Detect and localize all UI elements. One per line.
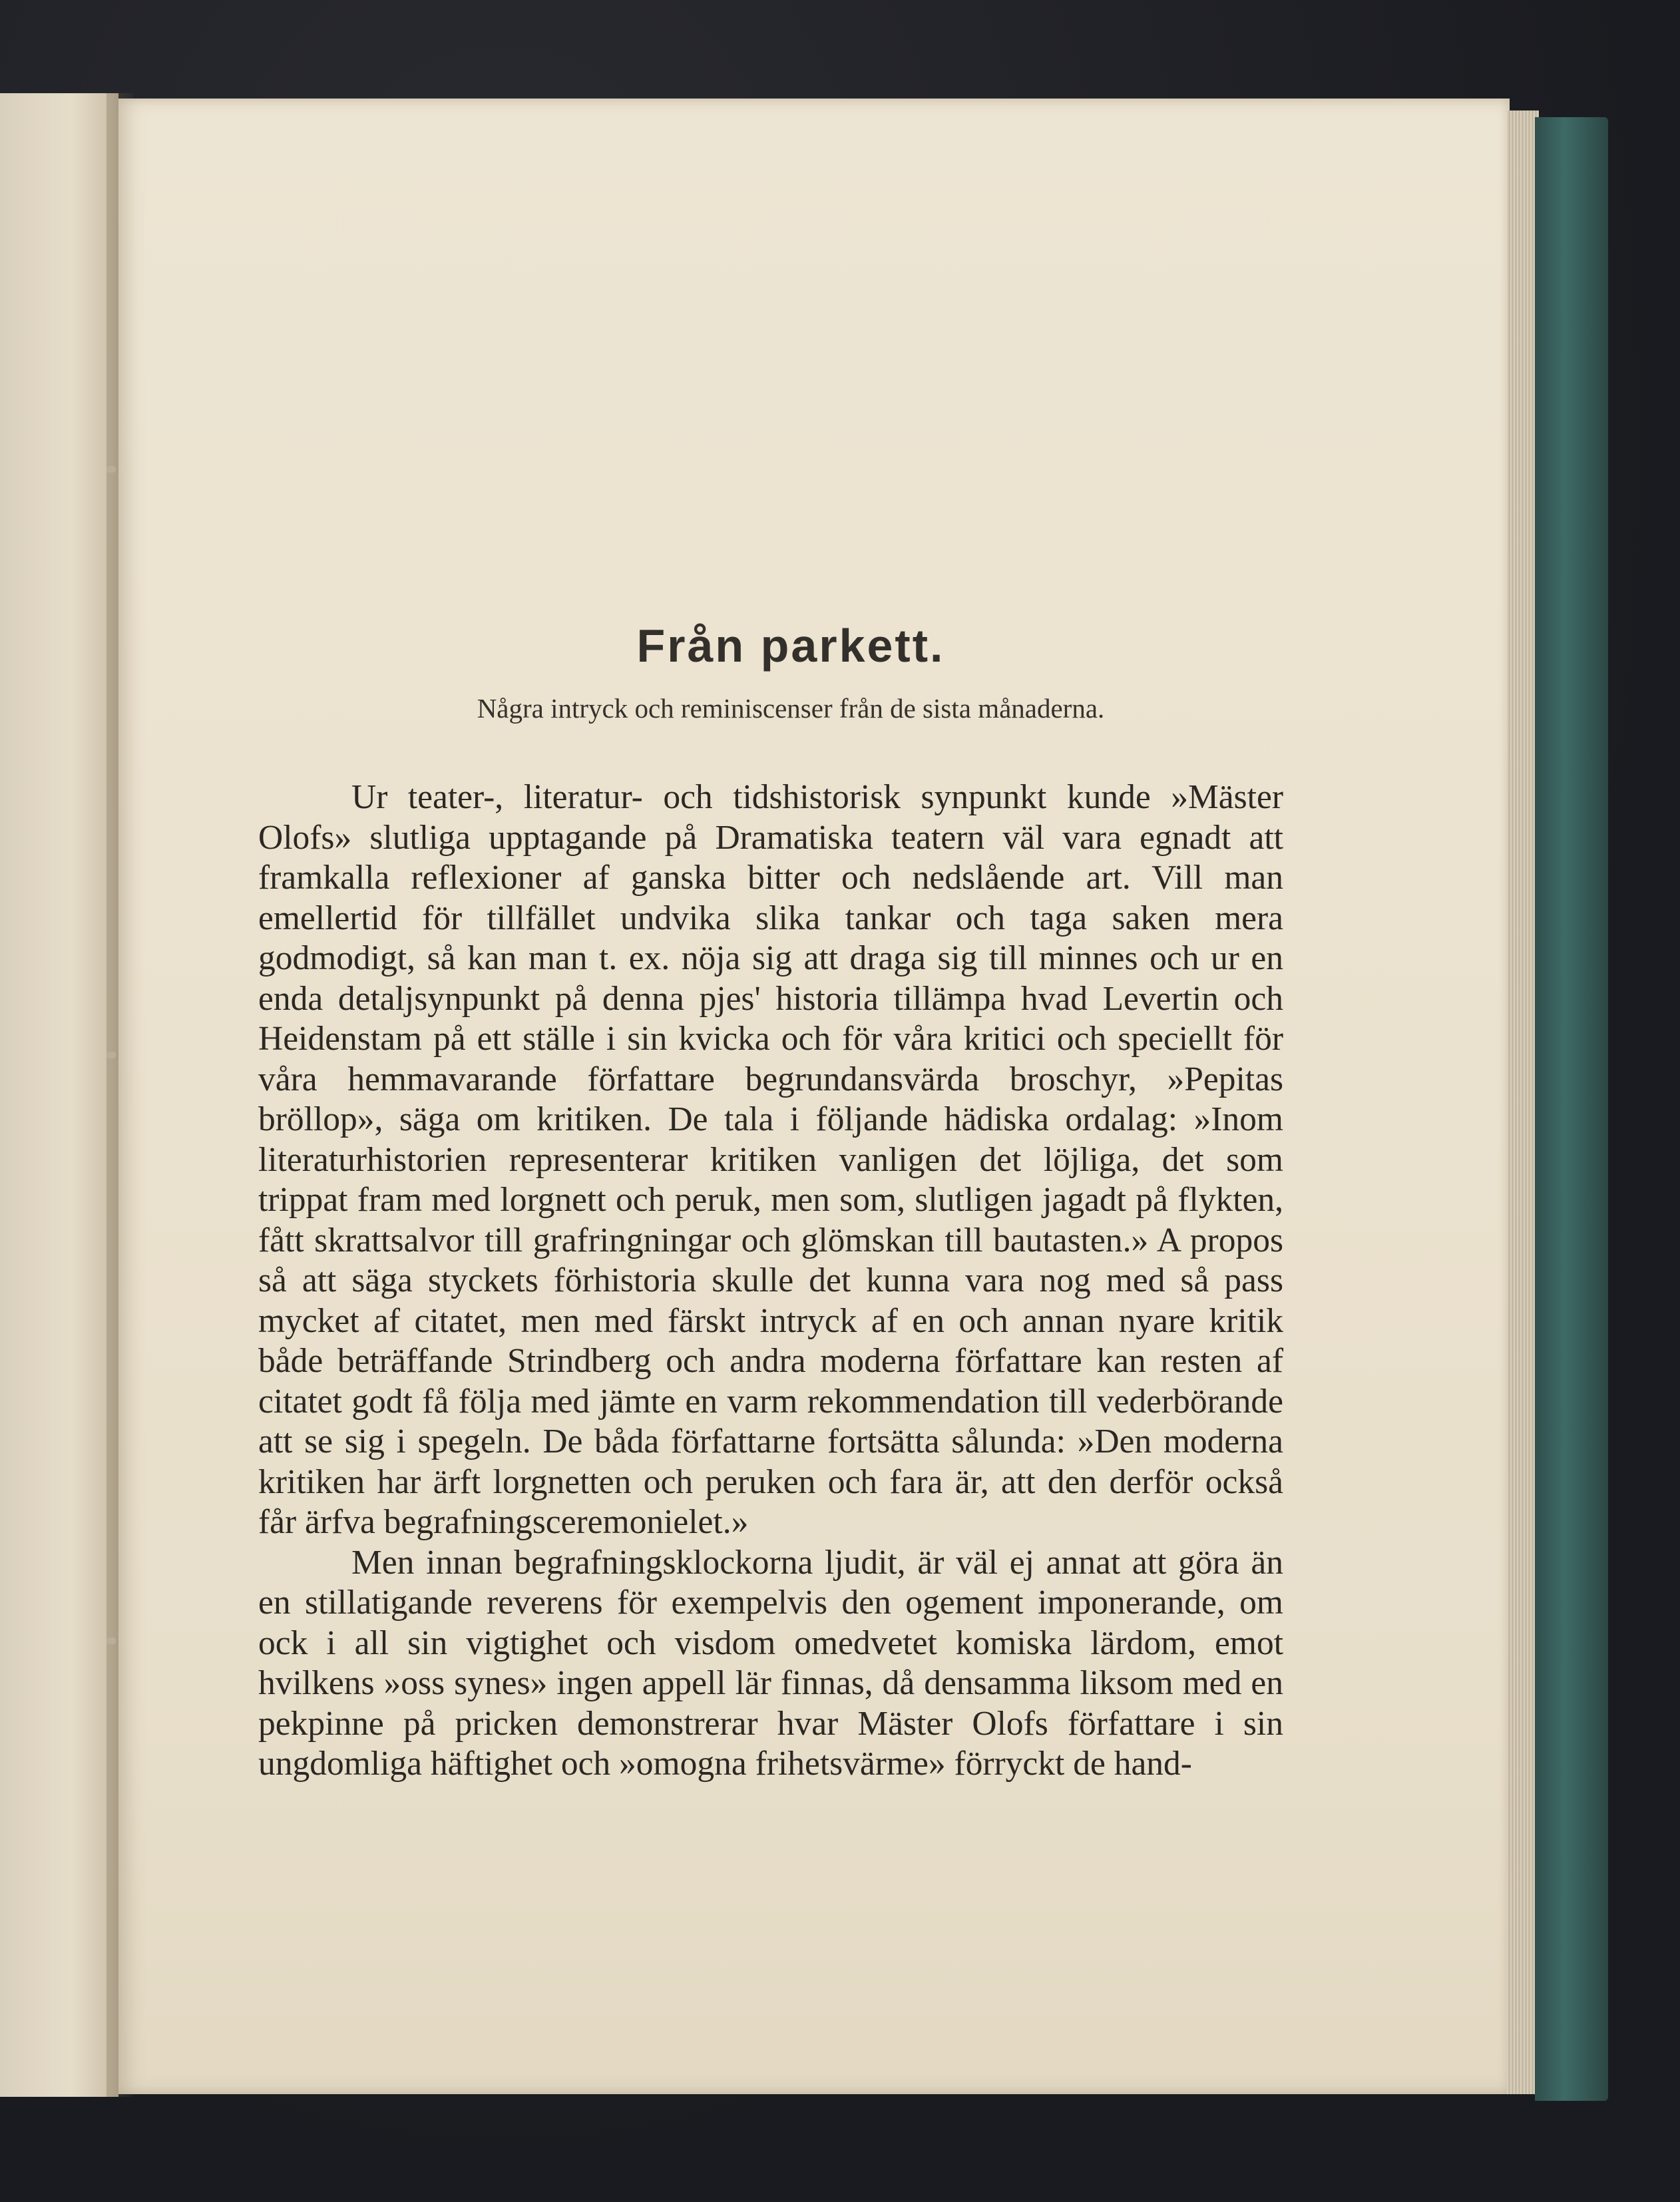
article-title: Från parkett. xyxy=(636,620,945,672)
page-content xyxy=(258,619,1283,1785)
article-subtitle: Några intryck och reminiscenser från de sista månaderna. xyxy=(477,693,1105,724)
page-block-edge xyxy=(1507,110,1539,2094)
paragraph: Men innan begrafningsklockorna ljudit, är väl ej annat att göra än en stillatigande reverens för exempelvis den ogement imponerande, om ock i all sin vigtighet och visdom omedvetet komiska lärdom, emot hvilkens »oss synes» ingen appell lär finnas, då densamma liksom med en pekpinne på pricken demonstrerar hvar Mäster Olofs författare i sin ungdomliga häftighet och »omogna frihetsvärme» förryckt de hand- xyxy=(258,1543,1283,1783)
book-cover-edge xyxy=(1535,117,1608,2101)
left-page-edge xyxy=(0,93,118,2097)
article-body xyxy=(258,777,1283,1785)
paragraph: Ur teater-, literatur- och tidshistorisk synpunkt kunde »Mäster Olofs» slutliga upptagande på Dramatiska teatern väl vara egnadt att framkalla reflexioner af ganska bitter och nedslående art. Vill man emellertid för tillfället undvika slika tankar och taga saken mera godmodigt, så kan man t. ex. nöja sig att draga sig till minnes och ur en enda detaljsynpunkt på denna pjes' historia tillämpa hvad Levertin och Heidenstam på ett ställe i sin kvicka och för våra kritici och speciellt för våra hemmavarande författare begrundansvärda broschyr, »Pepitas bröllop», säga om kritiken. De tala i följande hädiska ordalag: »Inom literaturhistorien representerar kritiken vanligen det löjliga, det som trippat fram med lorgnett och peruk, men som, slutligen jagadt på flykten, fått skrattsalvor till grafringningar och glömskan till bautasten.» A propos så att säga styckets förhistoria skulle det kunna vara nog med så pass mycket af citatet, men med färskt intryck af en och annan nyare kritik både beträffande Strindberg och andra moderna författare kan resten af citatet godt få följa med jämte en varm rekommendation till vederbörande att se sig i spegeln. De båda författarne fortsätta sålunda: »Den moderna kritiken har ärft lorgnetten och peruken och fara är, att den derför också får ärfva begrafningsceremonielet.» xyxy=(258,778,1283,1541)
binding-stitch xyxy=(106,466,116,473)
binding-stitch xyxy=(106,1052,116,1058)
binding-stitch xyxy=(106,1638,116,1644)
